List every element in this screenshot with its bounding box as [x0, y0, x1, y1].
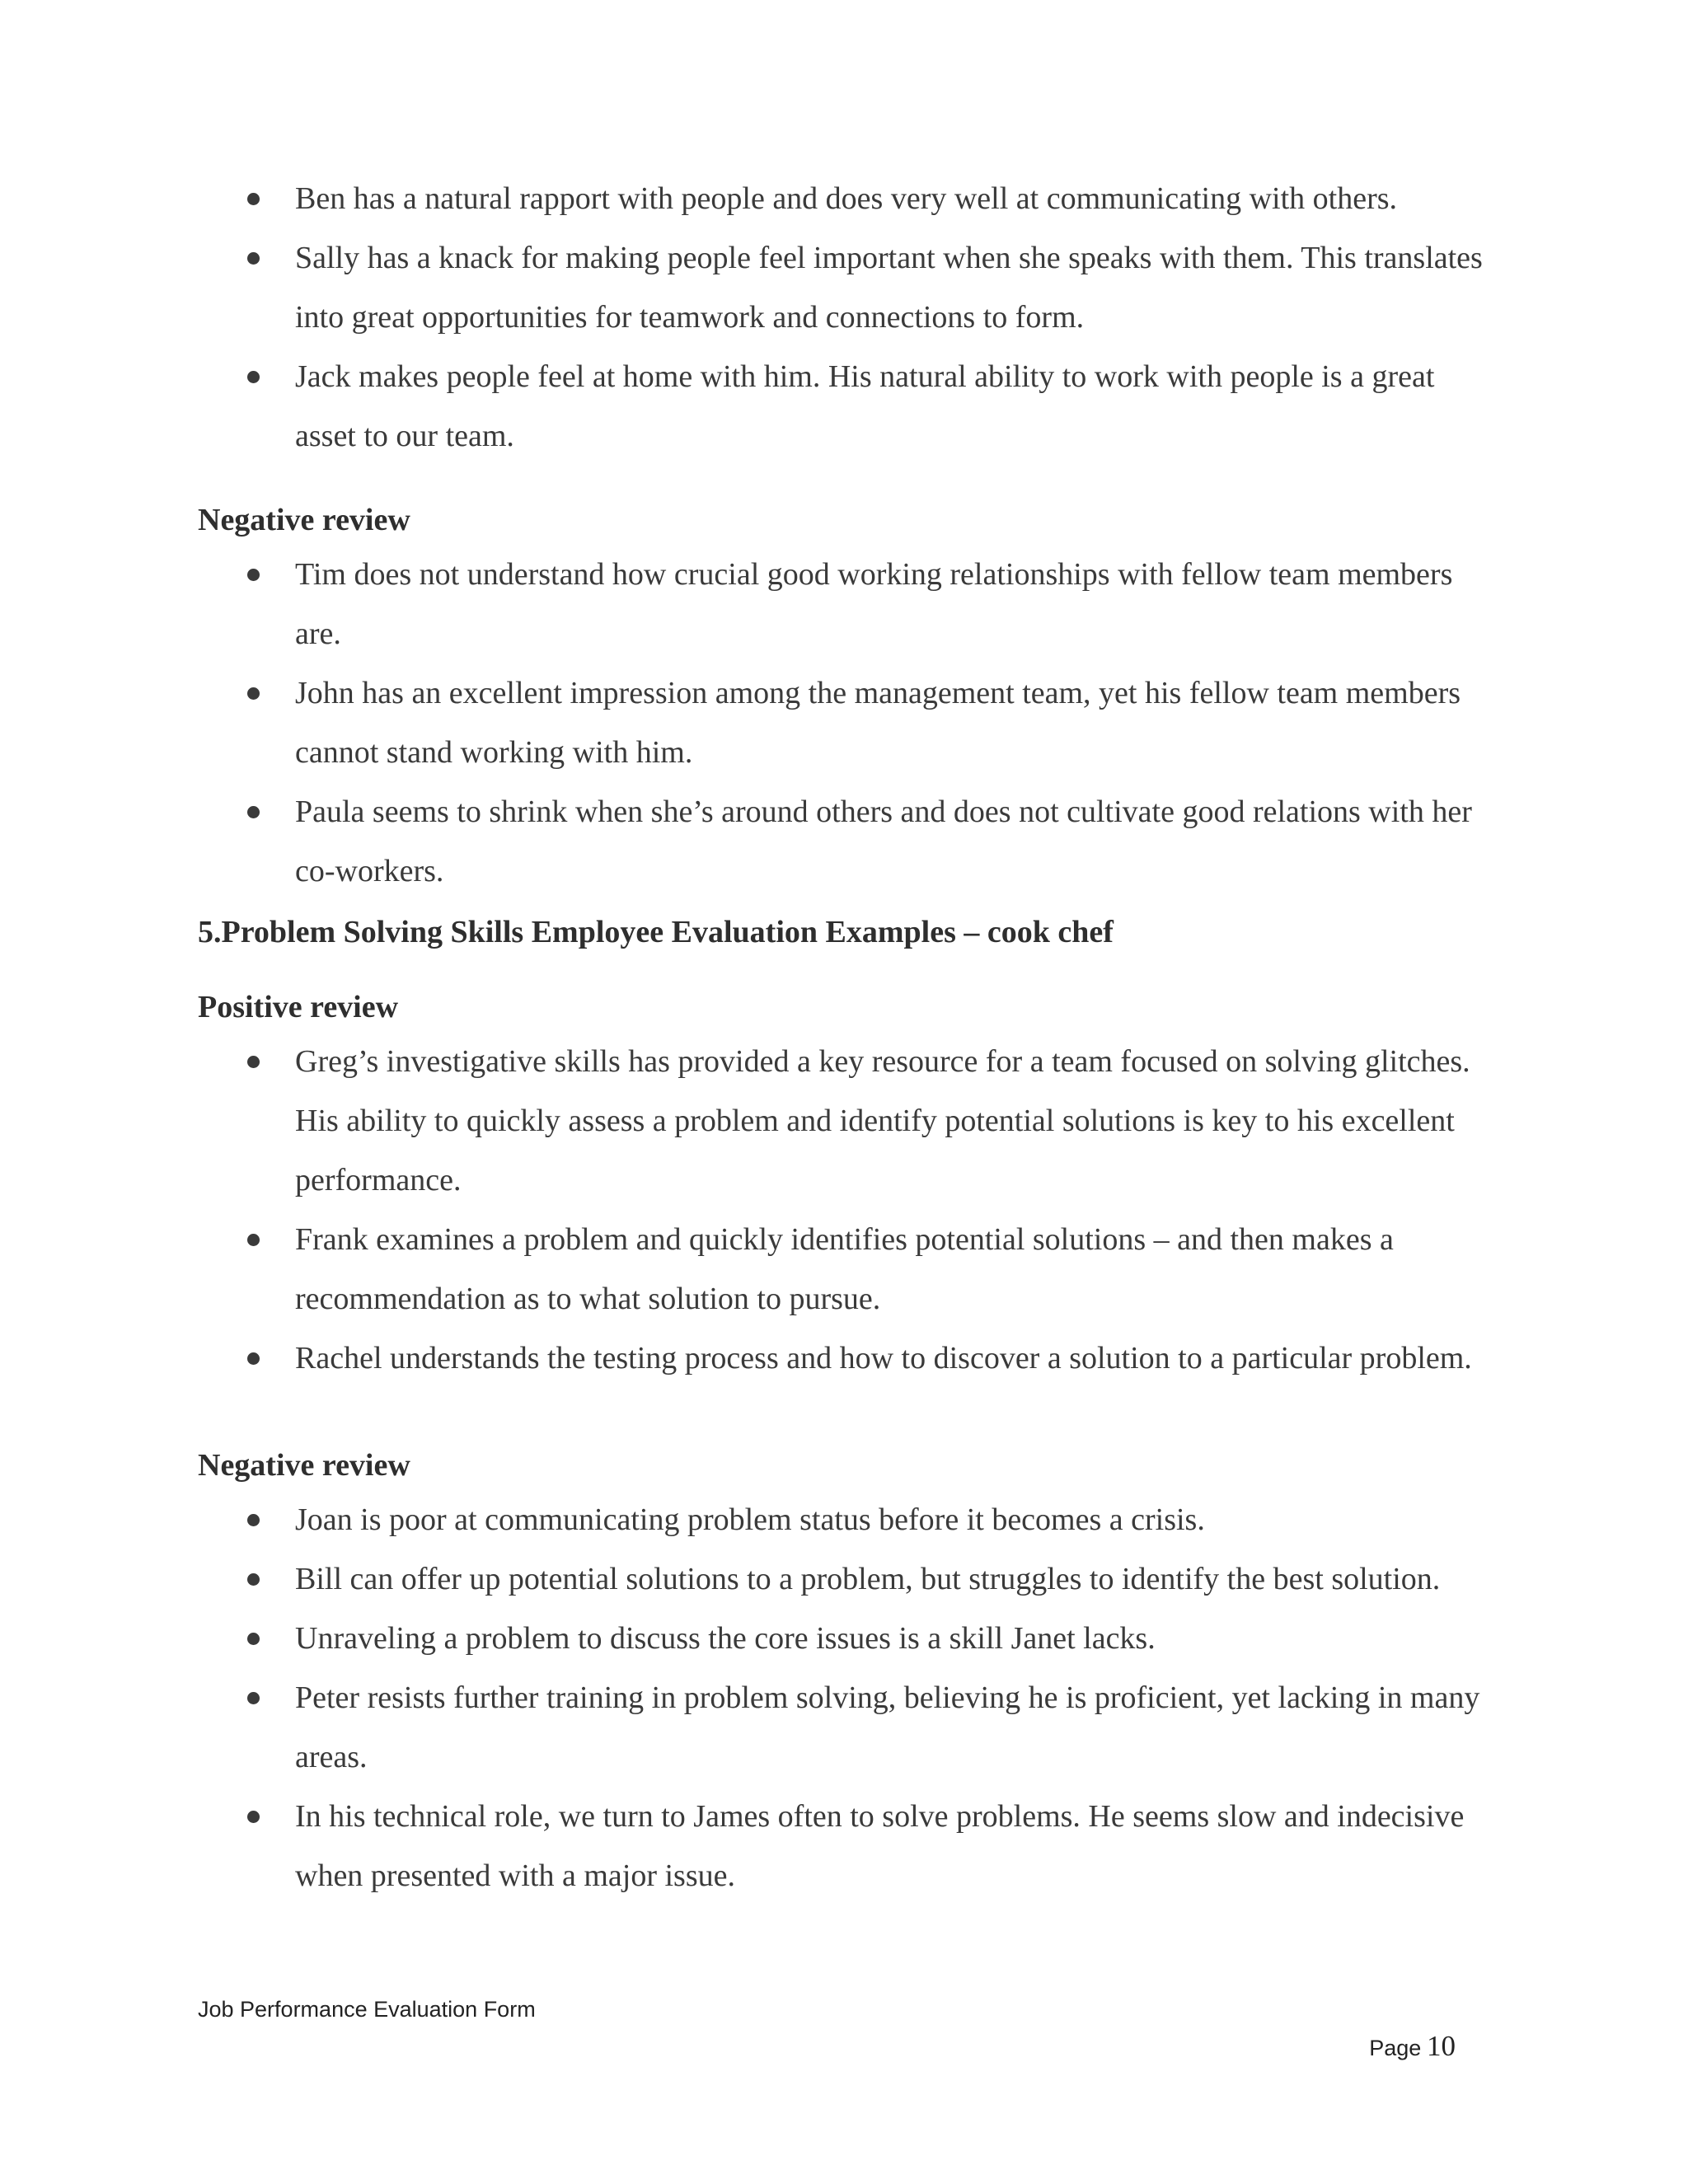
list-item: John has an excellent impression among the management team, yet his fellow team members cannot stand working with him. [198, 663, 1484, 782]
bullet-icon [247, 371, 260, 383]
list-item: Bill can offer up potential solutions to a problem, but struggles to identify the best solution. [198, 1549, 1484, 1609]
positive-review-heading: Positive review [198, 990, 399, 1024]
negative-review-list [198, 1490, 1484, 1905]
page-content [198, 169, 1484, 1905]
list-item: Jack makes people feel at home with him. His natural ability to work with people is a great asset to our team. [198, 347, 1484, 466]
list-item: Sally has a knack for making people feel important when she speaks with them. This translates into great opportunities for teamwork and connections to form. [198, 228, 1484, 347]
positive-review-list [198, 1032, 1484, 1388]
top-bullet-list [198, 169, 1484, 466]
list-item: In his technical role, we turn to James often to solve problems. He seems slow and indecisive when presented with a major issue. [198, 1787, 1484, 1905]
bullet-icon [247, 569, 260, 581]
page-label: Page [1369, 2036, 1422, 2060]
list-item: Greg’s investigative skills has provided a key resource for a team focused on solving glitches. His ability to quickly assess a problem and identify potential solutions is key to his excellent performance. [198, 1032, 1484, 1210]
bullet-icon [247, 1692, 260, 1704]
bullet-icon [247, 252, 260, 265]
bullet-icon [247, 193, 260, 205]
footer-document-title: Job Performance Evaluation Form [198, 1997, 536, 2022]
page-number: 10 [1427, 2030, 1456, 2062]
list-item: Unraveling a problem to discuss the core issues is a skill Janet lacks. [198, 1609, 1484, 1668]
negative-review-heading: Negative review [198, 1448, 410, 1483]
list-item: Peter resists further training in problem solving, believing he is proficient, yet lacking in many areas. [198, 1668, 1484, 1787]
bullet-icon [247, 1234, 260, 1246]
footer-page-number [1369, 2030, 1456, 2063]
bullet-icon [247, 1514, 260, 1526]
bullet-icon [247, 806, 260, 818]
negative-review-heading: Negative review [198, 503, 410, 537]
bullet-icon [247, 687, 260, 700]
bullet-icon [247, 1056, 260, 1068]
list-item: Frank examines a problem and quickly identifies potential solutions – and then makes a recommendation as to what solution to pursue. [198, 1210, 1484, 1329]
bullet-icon [247, 1573, 260, 1586]
list-item: Tim does not understand how crucial good working relationships with fellow team members are. [198, 545, 1484, 663]
list-item: Ben has a natural rapport with people and does very well at communicating with others. [198, 169, 1484, 228]
bullet-icon [247, 1352, 260, 1365]
list-item: Joan is poor at communicating problem status before it becomes a crisis. [198, 1490, 1484, 1549]
list-item: Paula seems to shrink when she’s around others and does not cultivate good relations with her co-workers. [198, 782, 1484, 901]
section-title: 5.Problem Solving Skills Employee Evaluation Examples – cook chef [198, 915, 1114, 949]
list-item: Rachel understands the testing process and how to discover a solution to a particular problem. [198, 1329, 1484, 1388]
bullet-icon [247, 1633, 260, 1645]
negative-review-list [198, 545, 1484, 901]
bullet-icon [247, 1811, 260, 1823]
